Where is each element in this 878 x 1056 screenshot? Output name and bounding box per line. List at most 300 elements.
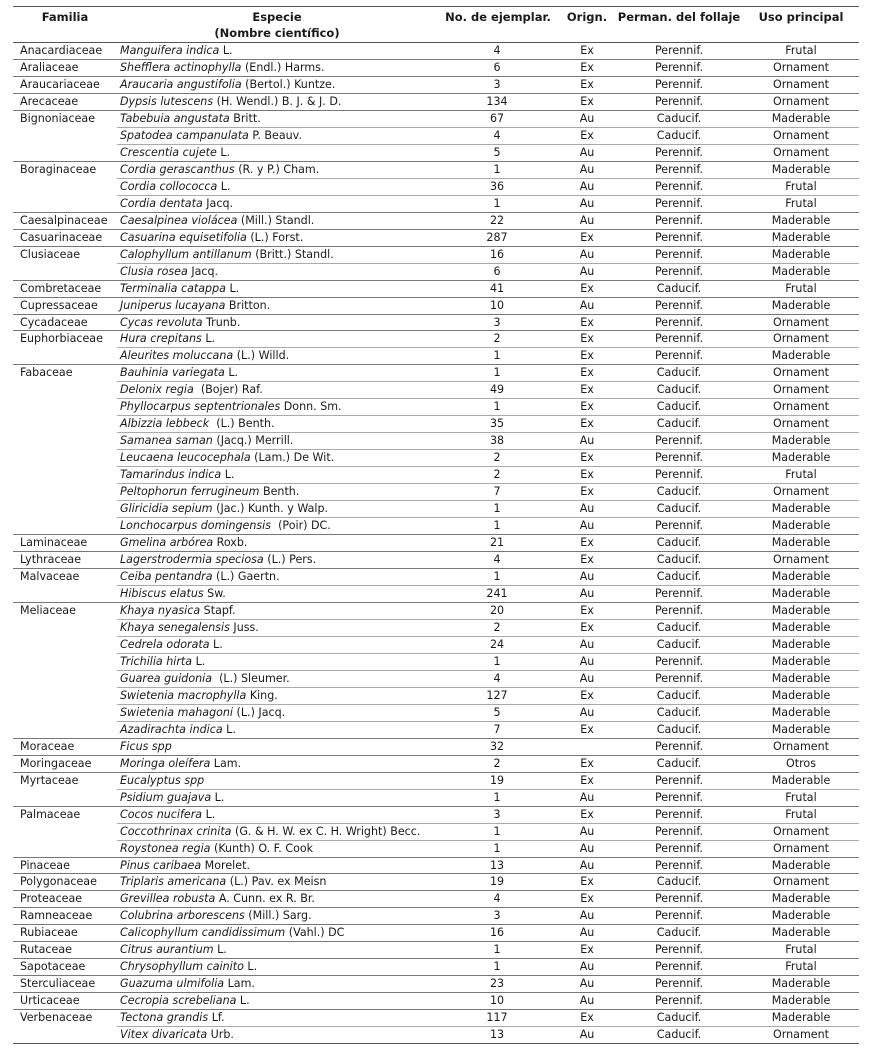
cell-follaje: Perennif. <box>615 518 743 535</box>
cell-ejemplar: 6 <box>437 59 559 76</box>
species-author: Roxb. <box>213 536 248 550</box>
species-author: Britt. <box>229 111 261 125</box>
table-row <box>13 721 859 738</box>
cell-familia <box>13 484 117 501</box>
cell-ejemplar: 3 <box>437 76 559 93</box>
cell-follaje: Caducif. <box>615 619 743 636</box>
cell-ejemplar: 6 <box>437 263 559 280</box>
table-row <box>13 127 859 144</box>
cell-especie <box>117 586 437 603</box>
species-name: Swietenia macrophylla <box>120 688 247 702</box>
cell-ejemplar: 127 <box>437 687 559 704</box>
cell-origen: Ex <box>559 348 615 365</box>
cell-uso: Ornament <box>743 365 859 382</box>
cell-uso: Maderable <box>743 670 859 687</box>
cell-familia: Moraceae <box>13 738 117 755</box>
cell-familia <box>13 195 117 212</box>
cell-origen: Au <box>559 908 615 925</box>
table-row <box>13 365 859 382</box>
cell-origen: Ex <box>559 229 615 246</box>
cell-follaje: Perennif. <box>615 908 743 925</box>
species-author: L. <box>201 332 216 346</box>
cell-familia <box>13 144 117 161</box>
cell-ejemplar: 1 <box>437 569 559 586</box>
cell-familia: Malvaceae <box>13 569 117 586</box>
cell-especie <box>117 670 437 687</box>
cell-uso: Maderable <box>743 636 859 653</box>
cell-especie <box>117 602 437 619</box>
cell-ejemplar: 1 <box>437 823 559 840</box>
cell-familia <box>13 348 117 365</box>
cell-follaje: Caducif. <box>615 925 743 942</box>
species-author: L. <box>236 994 250 1008</box>
table-row <box>13 602 859 619</box>
species-name: Roystonea regia <box>120 841 211 855</box>
cell-ejemplar: 134 <box>437 93 559 110</box>
cell-familia: Verbenaceae <box>13 1010 117 1027</box>
species-name: Hibiscus elatus <box>120 587 204 600</box>
species-author: L. <box>224 366 239 380</box>
species-name: Albizzia lebbeck <box>120 417 210 431</box>
cell-familia <box>13 704 117 721</box>
table-row <box>13 569 859 586</box>
cell-follaje: Perennif. <box>615 653 743 670</box>
species-name: Spatodea campanulata <box>120 128 249 142</box>
cell-ejemplar: 22 <box>437 212 559 229</box>
cell-origen: Au <box>559 110 615 127</box>
species-name: Clusia rosea <box>120 264 188 278</box>
table-row <box>13 331 859 348</box>
cell-follaje: Perennif. <box>615 602 743 619</box>
cell-ejemplar: 3 <box>437 314 559 331</box>
cell-ejemplar: 7 <box>437 721 559 738</box>
cell-follaje: Perennif. <box>615 314 743 331</box>
species-author: Morelet. <box>201 858 250 872</box>
cell-origen: Au <box>559 925 615 942</box>
cell-especie <box>117 925 437 942</box>
cell-familia <box>13 586 117 603</box>
table-row <box>13 195 859 212</box>
species-author: (L.) Willd. <box>233 349 290 363</box>
cell-familia <box>13 823 117 840</box>
cell-familia <box>13 263 117 280</box>
cell-follaje: Perennif. <box>615 840 743 857</box>
species-author: L. <box>202 807 216 821</box>
cell-origen: Au <box>559 704 615 721</box>
cell-uso: Ornament <box>743 382 859 399</box>
species-name: Cecropia screbeliana <box>120 994 237 1008</box>
cell-especie <box>117 178 437 195</box>
species-name: Triplaris americana <box>120 875 227 889</box>
cell-especie <box>117 212 437 229</box>
cell-especie <box>117 993 437 1010</box>
species-author: (Poir) DC. <box>271 519 331 533</box>
cell-especie <box>117 484 437 501</box>
cell-especie <box>117 789 437 806</box>
table-row <box>13 806 859 823</box>
cell-origen: Ex <box>559 721 615 738</box>
table-row <box>13 229 859 246</box>
cell-familia: Araucariaceae <box>13 76 117 93</box>
cell-especie <box>117 619 437 636</box>
cell-origen: Au <box>559 195 615 212</box>
cell-origen: Ex <box>559 891 615 908</box>
cell-ejemplar: 1 <box>437 365 559 382</box>
species-author: (L.) Sleumer. <box>212 671 290 685</box>
cell-follaje: Caducif. <box>615 1010 743 1027</box>
species-name: Leucaena leucocephala <box>120 451 251 465</box>
species-name: Shefflera actinophylla <box>120 60 242 74</box>
cell-especie <box>117 721 437 738</box>
species-name: Ceiba pentandra <box>120 570 213 584</box>
cell-ejemplar: 1 <box>437 348 559 365</box>
cell-especie <box>117 806 437 823</box>
cell-follaje: Perennif. <box>615 959 743 976</box>
table-row <box>13 382 859 399</box>
cell-familia <box>13 382 117 399</box>
species-name: Khaya nyasica <box>120 603 201 617</box>
table-row <box>13 704 859 721</box>
species-author: P. Beauv. <box>248 128 302 142</box>
table-header-row <box>13 7 859 43</box>
cell-ejemplar: 19 <box>437 874 559 891</box>
cell-uso: Maderable <box>743 704 859 721</box>
table-row <box>13 43 859 60</box>
cell-origen: Ex <box>559 127 615 144</box>
cell-ejemplar: 10 <box>437 993 559 1010</box>
cell-follaje: Perennif. <box>615 76 743 93</box>
species-author: L. <box>221 468 235 482</box>
cell-especie <box>117 433 437 450</box>
table-row <box>13 636 859 653</box>
table-row <box>13 450 859 467</box>
cell-ejemplar: 2 <box>437 619 559 636</box>
cell-ejemplar: 4 <box>437 127 559 144</box>
cell-familia <box>13 619 117 636</box>
species-name: Delonix regia <box>120 383 194 397</box>
species-author: L. <box>216 145 231 159</box>
cell-familia: Meliaceae <box>13 602 117 619</box>
cell-origen: Ex <box>559 59 615 76</box>
species-author: (L.) Pav. ex Meisn <box>226 875 327 889</box>
cell-ejemplar: 241 <box>437 586 559 603</box>
cell-familia <box>13 433 117 450</box>
table-row <box>13 908 859 925</box>
cell-ejemplar: 35 <box>437 416 559 433</box>
cell-follaje: Perennif. <box>615 144 743 161</box>
cell-follaje: Perennif. <box>615 93 743 110</box>
species-author: (Kunth) O. F. Cook <box>210 841 314 855</box>
header-origen: Orign. <box>559 7 615 43</box>
cell-familia <box>13 399 117 416</box>
species-name: Peltophorun ferrugineum <box>120 485 260 499</box>
cell-familia <box>13 636 117 653</box>
cell-origen: Au <box>559 263 615 280</box>
cell-origen: Au <box>559 823 615 840</box>
cell-origen: Ex <box>559 450 615 467</box>
cell-origen: Au <box>559 857 615 874</box>
cell-uso: Ornament <box>743 416 859 433</box>
species-name: Eucalyptus spp <box>120 773 205 787</box>
cell-uso: Maderable <box>743 619 859 636</box>
cell-origen: Ex <box>559 484 615 501</box>
cell-ejemplar: 1 <box>437 195 559 212</box>
species-author: Juss. <box>229 620 259 634</box>
table-row <box>13 212 859 229</box>
cell-origen: Ex <box>559 602 615 619</box>
cell-follaje: Perennif. <box>615 178 743 195</box>
cell-follaje: Perennif. <box>615 263 743 280</box>
cell-familia: Myrtaceae <box>13 772 117 789</box>
species-table <box>13 6 859 1044</box>
cell-ejemplar: 3 <box>437 806 559 823</box>
cell-follaje: Caducif. <box>615 127 743 144</box>
cell-follaje: Caducif. <box>615 484 743 501</box>
cell-uso: Frutal <box>743 280 859 297</box>
table-row <box>13 619 859 636</box>
cell-uso: Maderable <box>743 1010 859 1027</box>
cell-origen: Ex <box>559 382 615 399</box>
species-name: Juniperus lucayana <box>120 298 226 312</box>
cell-ejemplar: 49 <box>437 382 559 399</box>
cell-uso: Frutal <box>743 942 859 959</box>
cell-ejemplar: 13 <box>437 1027 559 1044</box>
species-name: Phyllocarpus septentrionales <box>120 400 281 414</box>
cell-follaje: Perennif. <box>615 433 743 450</box>
cell-origen: Ex <box>559 619 615 636</box>
cell-familia: Rutaceae <box>13 942 117 959</box>
table-row <box>13 535 859 552</box>
cell-follaje: Caducif. <box>615 721 743 738</box>
cell-uso: Ornament <box>743 331 859 348</box>
cell-origen: Ex <box>559 535 615 552</box>
cell-ejemplar: 67 <box>437 110 559 127</box>
table-row <box>13 433 859 450</box>
cell-origen: Au <box>559 433 615 450</box>
species-author: Lf. <box>208 1011 225 1025</box>
cell-follaje: Caducif. <box>615 569 743 586</box>
cell-follaje: Caducif. <box>615 1027 743 1044</box>
species-name: Tabebuia angustata <box>120 111 230 125</box>
cell-especie <box>117 653 437 670</box>
cell-familia: Laminaceae <box>13 535 117 552</box>
cell-especie <box>117 501 437 518</box>
species-author: (Bojer) Raf. <box>193 383 263 397</box>
cell-familia: Caesalpinaceae <box>13 212 117 229</box>
cell-familia <box>13 653 117 670</box>
cell-uso: Maderable <box>743 535 859 552</box>
cell-especie <box>117 110 437 127</box>
cell-uso: Frutal <box>743 178 859 195</box>
cell-origen: Au <box>559 636 615 653</box>
cell-especie <box>117 518 437 535</box>
cell-follaje: Caducif. <box>615 110 743 127</box>
cell-origen: Ex <box>559 1010 615 1027</box>
cell-follaje: Perennif. <box>615 857 743 874</box>
cell-especie <box>117 552 437 569</box>
cell-follaje: Perennif. <box>615 246 743 263</box>
cell-ejemplar: 21 <box>437 535 559 552</box>
table-row <box>13 161 859 178</box>
cell-uso: Ornament <box>743 93 859 110</box>
species-author: L. <box>211 790 225 804</box>
table-row <box>13 670 859 687</box>
cell-familia: Proteaceae <box>13 891 117 908</box>
cell-ejemplar: 4 <box>437 670 559 687</box>
species-author: (R. y P.) Cham. <box>234 162 320 176</box>
table-row <box>13 484 859 501</box>
cell-origen: Ex <box>559 93 615 110</box>
species-name: Cycas revoluta <box>120 315 203 329</box>
cell-uso: Ornament <box>743 76 859 93</box>
cell-uso: Ornament <box>743 314 859 331</box>
cell-ejemplar: 1 <box>437 942 559 959</box>
cell-uso: Ornament <box>743 399 859 416</box>
cell-ejemplar: 41 <box>437 280 559 297</box>
cell-especie <box>117 144 437 161</box>
species-author: L. <box>217 179 231 193</box>
cell-origen: Au <box>559 670 615 687</box>
cell-origen: Au <box>559 569 615 586</box>
cell-follaje: Perennif. <box>615 331 743 348</box>
cell-familia: Arecaceae <box>13 93 117 110</box>
cell-especie <box>117 908 437 925</box>
species-name: Citrus aurantium <box>120 943 214 957</box>
cell-ejemplar: 2 <box>437 467 559 484</box>
species-author: (L.) Gaertn. <box>212 570 280 584</box>
species-author: (L.) Pers. <box>263 553 317 567</box>
table-row <box>13 823 859 840</box>
table-row <box>13 416 859 433</box>
table-row <box>13 59 859 76</box>
species-author: (Jacq.) Merrill. <box>212 434 294 448</box>
cell-especie <box>117 891 437 908</box>
cell-especie <box>117 857 437 874</box>
cell-especie <box>117 942 437 959</box>
cell-especie <box>117 636 437 653</box>
cell-follaje: Perennif. <box>615 789 743 806</box>
cell-ejemplar: 3 <box>437 908 559 925</box>
cell-especie <box>117 976 437 993</box>
header-ejemplar: No. de ejemplar. <box>437 7 559 43</box>
cell-ejemplar: 19 <box>437 772 559 789</box>
cell-origen: Ex <box>559 314 615 331</box>
cell-origen: Au <box>559 840 615 857</box>
header-follaje: Perman. del follaje <box>615 7 743 43</box>
cell-follaje: Caducif. <box>615 704 743 721</box>
species-name: Dypsis lutescens <box>120 94 214 108</box>
cell-uso: Otros <box>743 755 859 772</box>
species-author: (Jac.) Kunth. y Walp. <box>212 502 329 516</box>
table-row <box>13 840 859 857</box>
species-author: Jacq. <box>202 196 234 210</box>
cell-ejemplar: 20 <box>437 602 559 619</box>
cell-uso: Ornament <box>743 552 859 569</box>
cell-origen: Au <box>559 501 615 518</box>
cell-uso: Maderable <box>743 297 859 314</box>
species-author: Lam. <box>210 756 242 770</box>
cell-familia: Clusiaceae <box>13 246 117 263</box>
cell-ejemplar: 1 <box>437 959 559 976</box>
cell-especie <box>117 195 437 212</box>
cell-familia: Combretaceae <box>13 280 117 297</box>
cell-origen: Au <box>559 789 615 806</box>
cell-uso: Ornament <box>743 484 859 501</box>
species-author: (L.) Benth. <box>209 417 275 431</box>
species-author: L. <box>209 637 223 651</box>
species-author: (Britt.) Standl. <box>251 247 334 261</box>
cell-familia: Rubiaceae <box>13 925 117 942</box>
species-name: Ficus spp <box>120 739 172 753</box>
cell-especie <box>117 314 437 331</box>
cell-familia: Boraginaceae <box>13 161 117 178</box>
cell-especie <box>117 687 437 704</box>
cell-familia <box>13 840 117 857</box>
cell-follaje: Perennif. <box>615 229 743 246</box>
cell-uso: Frutal <box>743 195 859 212</box>
species-author: (Endl.) Harms. <box>241 60 325 74</box>
cell-especie <box>117 450 437 467</box>
species-author: (Lam.) De Wit. <box>250 451 335 465</box>
cell-origen: Au <box>559 959 615 976</box>
table-row <box>13 857 859 874</box>
species-name: Crescentia cujete <box>120 145 217 159</box>
cell-familia <box>13 127 117 144</box>
species-name: Azadirachta indica <box>120 722 223 736</box>
table-row <box>13 467 859 484</box>
species-name: Cedrela odorata <box>120 637 210 651</box>
table-row <box>13 891 859 908</box>
cell-especie <box>117 93 437 110</box>
species-author: Donn. Sm. <box>280 400 342 414</box>
cell-uso: Maderable <box>743 976 859 993</box>
cell-uso: Maderable <box>743 263 859 280</box>
species-name: Aleurites moluccana <box>120 349 234 363</box>
cell-follaje: Perennif. <box>615 297 743 314</box>
cell-ejemplar: 4 <box>437 43 559 60</box>
cell-ejemplar: 2 <box>437 755 559 772</box>
cell-follaje: Perennif. <box>615 59 743 76</box>
cell-especie <box>117 399 437 416</box>
cell-uso: Frutal <box>743 789 859 806</box>
cell-familia <box>13 501 117 518</box>
table-row <box>13 552 859 569</box>
species-name: Guazuma ulmifolia <box>120 977 225 991</box>
cell-especie <box>117 738 437 755</box>
cell-follaje: Perennif. <box>615 976 743 993</box>
cell-especie <box>117 823 437 840</box>
table-row <box>13 76 859 93</box>
cell-familia <box>13 178 117 195</box>
cell-follaje: Perennif. <box>615 212 743 229</box>
species-author: (H. Wendl.) B. J. & J. D. <box>213 94 342 108</box>
species-author: Urb. <box>207 1028 234 1042</box>
species-author: L. <box>192 654 206 668</box>
cell-uso: Maderable <box>743 161 859 178</box>
cell-ejemplar: 4 <box>437 552 559 569</box>
cell-uso: Maderable <box>743 687 859 704</box>
cell-origen: Ex <box>559 687 615 704</box>
cell-origen: Ex <box>559 806 615 823</box>
cell-especie <box>117 280 437 297</box>
species-author: Britton. <box>225 298 271 312</box>
cell-origen: Au <box>559 586 615 603</box>
table-row <box>13 755 859 772</box>
cell-uso: Maderable <box>743 433 859 450</box>
table-row <box>13 687 859 704</box>
species-author: L. <box>243 960 258 974</box>
cell-familia: Cupressaceae <box>13 297 117 314</box>
